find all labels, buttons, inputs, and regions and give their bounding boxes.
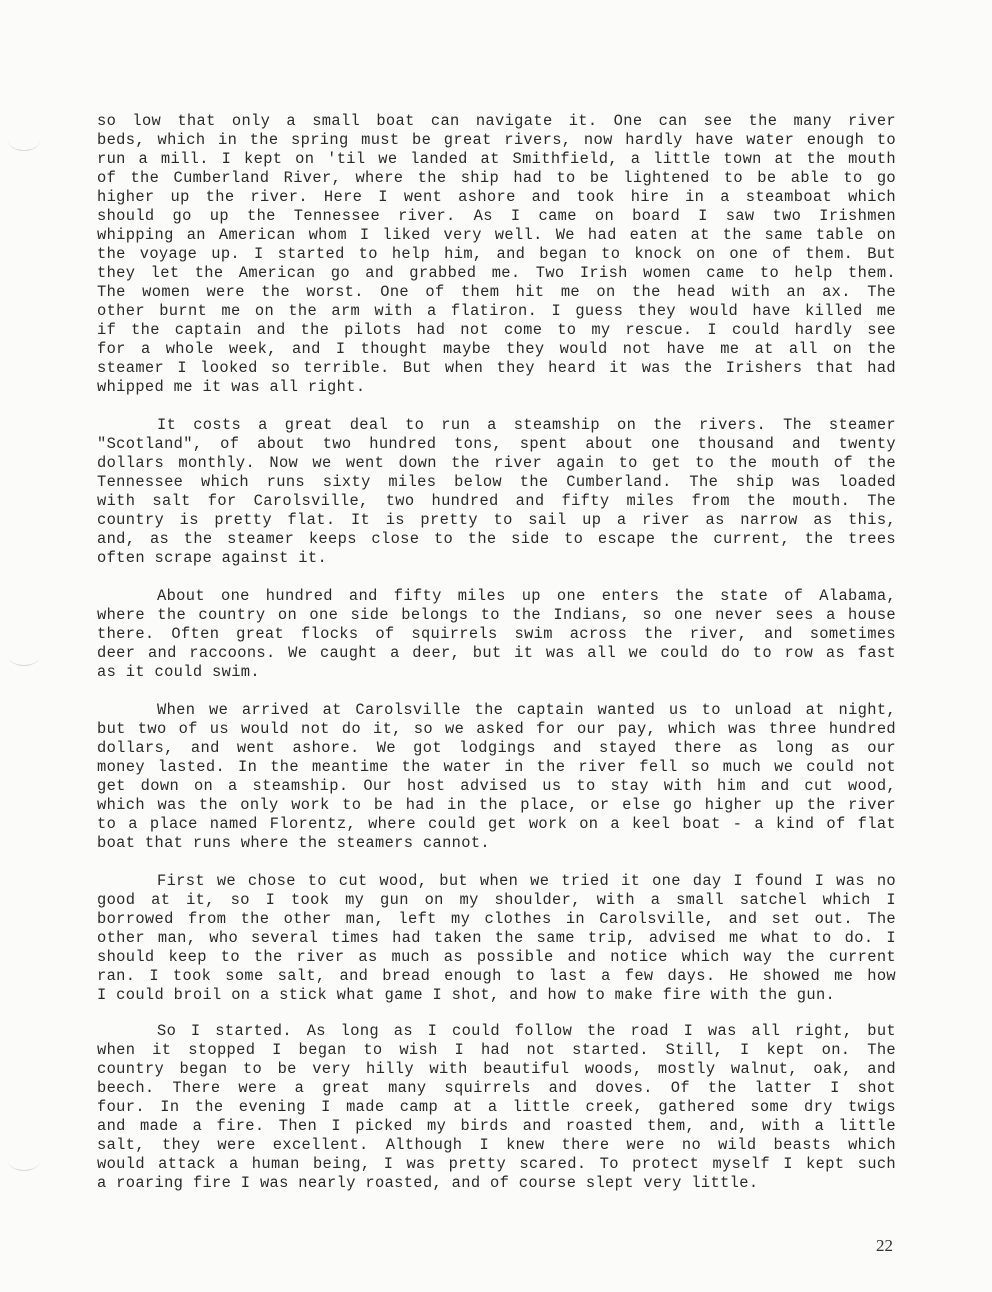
- text-line: About one hundred and fifty miles up one enters the state of Alabama,: [157, 587, 896, 605]
- text-line: other burnt me on the arm with a flatiron. I guess they would have killed me: [97, 302, 896, 320]
- paragraph: [97, 416, 896, 568]
- paragraph: [97, 872, 896, 1005]
- text-line: beech. There were a great many squirrels and doves. Of the latter I shot: [97, 1079, 896, 1097]
- text-line: and, as the steamer keeps close to the side to escape the current, the trees: [97, 530, 896, 548]
- text-line: When we arrived at Carolsville the captain wanted us to unload at night,: [157, 701, 896, 719]
- text-line: salt, they were excellent. Although I knew there were no wild beasts which: [97, 1136, 896, 1154]
- text-line: "Scotland", of about two hundred tons, spent about one thousand and twenty: [97, 435, 896, 453]
- text-line: the voyage up. I started to help him, and began to knock on one of them. But: [97, 245, 896, 263]
- text-line: It costs a great deal to run a steamship on the rivers. The steamer: [157, 416, 896, 434]
- text-line: dollars monthly. Now we went down the river again to get to the mouth of the: [97, 454, 896, 472]
- text-line: of the Cumberland River, where the ship had to be lightened to be able to go: [97, 169, 896, 187]
- text-line: for a whole week, and I thought maybe they would not have me at all on the: [97, 340, 896, 358]
- text-line: whipped me it was all right.: [97, 378, 366, 396]
- text-line: but two of us would not do it, so we asked for our pay, which was three hundred: [97, 720, 896, 738]
- text-line: and made a fire. Then I picked my birds and roasted them, and, with a little: [97, 1117, 896, 1135]
- text-line: to a place named Florentz, where could get work on a keel boat - a kind of flat: [97, 815, 896, 833]
- text-line: get down on a steamship. Our host advised us to stay with him and cut wood,: [97, 777, 896, 795]
- text-line: boat that runs where the steamers cannot.: [97, 834, 491, 852]
- text-line: four. In the evening I made camp at a little creek, gathered some dry twigs: [97, 1098, 896, 1116]
- text-line: should go up the Tennessee river. As I came on board I saw two Irishmen: [97, 207, 896, 225]
- text-line: would attack a human being, I was pretty scared. To protect myself I kept such: [97, 1155, 896, 1173]
- paragraph: [97, 701, 896, 853]
- text-line: they let the American go and grabbed me. Two Irish women came to help them.: [97, 264, 896, 282]
- text-line: The women were the worst. One of them hit me on the head with an ax. The: [97, 283, 896, 301]
- text-line: often scrape against it.: [97, 549, 328, 567]
- text-line: Tennessee which runs sixty miles below the Cumberland. The ship was loaded: [97, 473, 896, 491]
- text-line: a roaring fire I was nearly roasted, and of course slept very little.: [97, 1174, 759, 1192]
- page-number: 22: [876, 1236, 893, 1255]
- binder-hole-mark: [8, 130, 40, 151]
- text-line: steamer I looked so terrible. But when they heard it was the Irishers that had: [97, 359, 896, 377]
- paragraph: [97, 112, 896, 397]
- text-line: run a mill. I kept on 'til we landed at Smithfield, a little town at the mouth: [97, 150, 896, 168]
- text-line: where the country on one side belongs to the Indians, so one never sees a house: [97, 606, 896, 624]
- text-line: country began to be very hilly with beautiful woods, mostly walnut, oak, and: [97, 1060, 896, 1078]
- text-line: So I started. As long as I could follow the road I was all right, but: [157, 1022, 896, 1040]
- text-line: with salt for Carolsville, two hundred and fifty miles from the mouth. The: [97, 492, 896, 510]
- text-line: money lasted. In the meantime the water in the river fell so much we could not: [97, 758, 896, 776]
- text-line: when it stopped I began to wish I had not started. Still, I kept on. The: [97, 1041, 896, 1059]
- text-line: if the captain and the pilots had not come to my rescue. I could hardly see: [97, 321, 896, 339]
- text-line: which was the only work to be had in the place, or else go higher up the river: [97, 796, 896, 814]
- binder-hole-mark: [8, 645, 40, 666]
- text-line: deer and raccoons. We caught a deer, but it was all we could do to row as fast: [97, 644, 896, 662]
- text-line: so low that only a small boat can navigate it. One can see the many river: [97, 112, 896, 130]
- binder-hole-mark: [8, 1150, 40, 1171]
- text-line: I could broil on a stick what game I shot, and how to make fire with the gun.: [97, 986, 836, 1004]
- text-line: borrowed from the other man, left my clothes in Carolsville, and set out. The: [97, 910, 896, 928]
- text-line: should keep to the river as much as possible and notice which way the current: [97, 948, 896, 966]
- text-line: whipping an American whom I liked very well. We had eaten at the same table on: [97, 226, 896, 244]
- text-line: beds, which in the spring must be great rivers, now hardly have water enough to: [97, 131, 896, 149]
- paragraph: [97, 587, 896, 682]
- text-line: other man, who several times had taken the same trip, advised me what to do. I: [97, 929, 896, 947]
- text-line: as it could swim.: [97, 663, 260, 681]
- paragraph: [97, 1022, 896, 1193]
- text-line: dollars, and went ashore. We got lodgings and stayed there as long as our: [97, 739, 896, 757]
- text-line: there. Often great flocks of squirrels swim across the river, and sometimes: [97, 625, 896, 643]
- text-line: good at it, so I took my gun on my shoulder, with a small satchel which I: [97, 891, 896, 909]
- text-line: First we chose to cut wood, but when we tried it one day I found I was no: [157, 872, 896, 890]
- text-line: ran. I took some salt, and bread enough to last a few days. He showed me how: [97, 967, 896, 985]
- text-line: country is pretty flat. It is pretty to sail up a river as narrow as this,: [97, 511, 896, 529]
- text-line: higher up the river. Here I went ashore and took hire in a steamboat which: [97, 188, 896, 206]
